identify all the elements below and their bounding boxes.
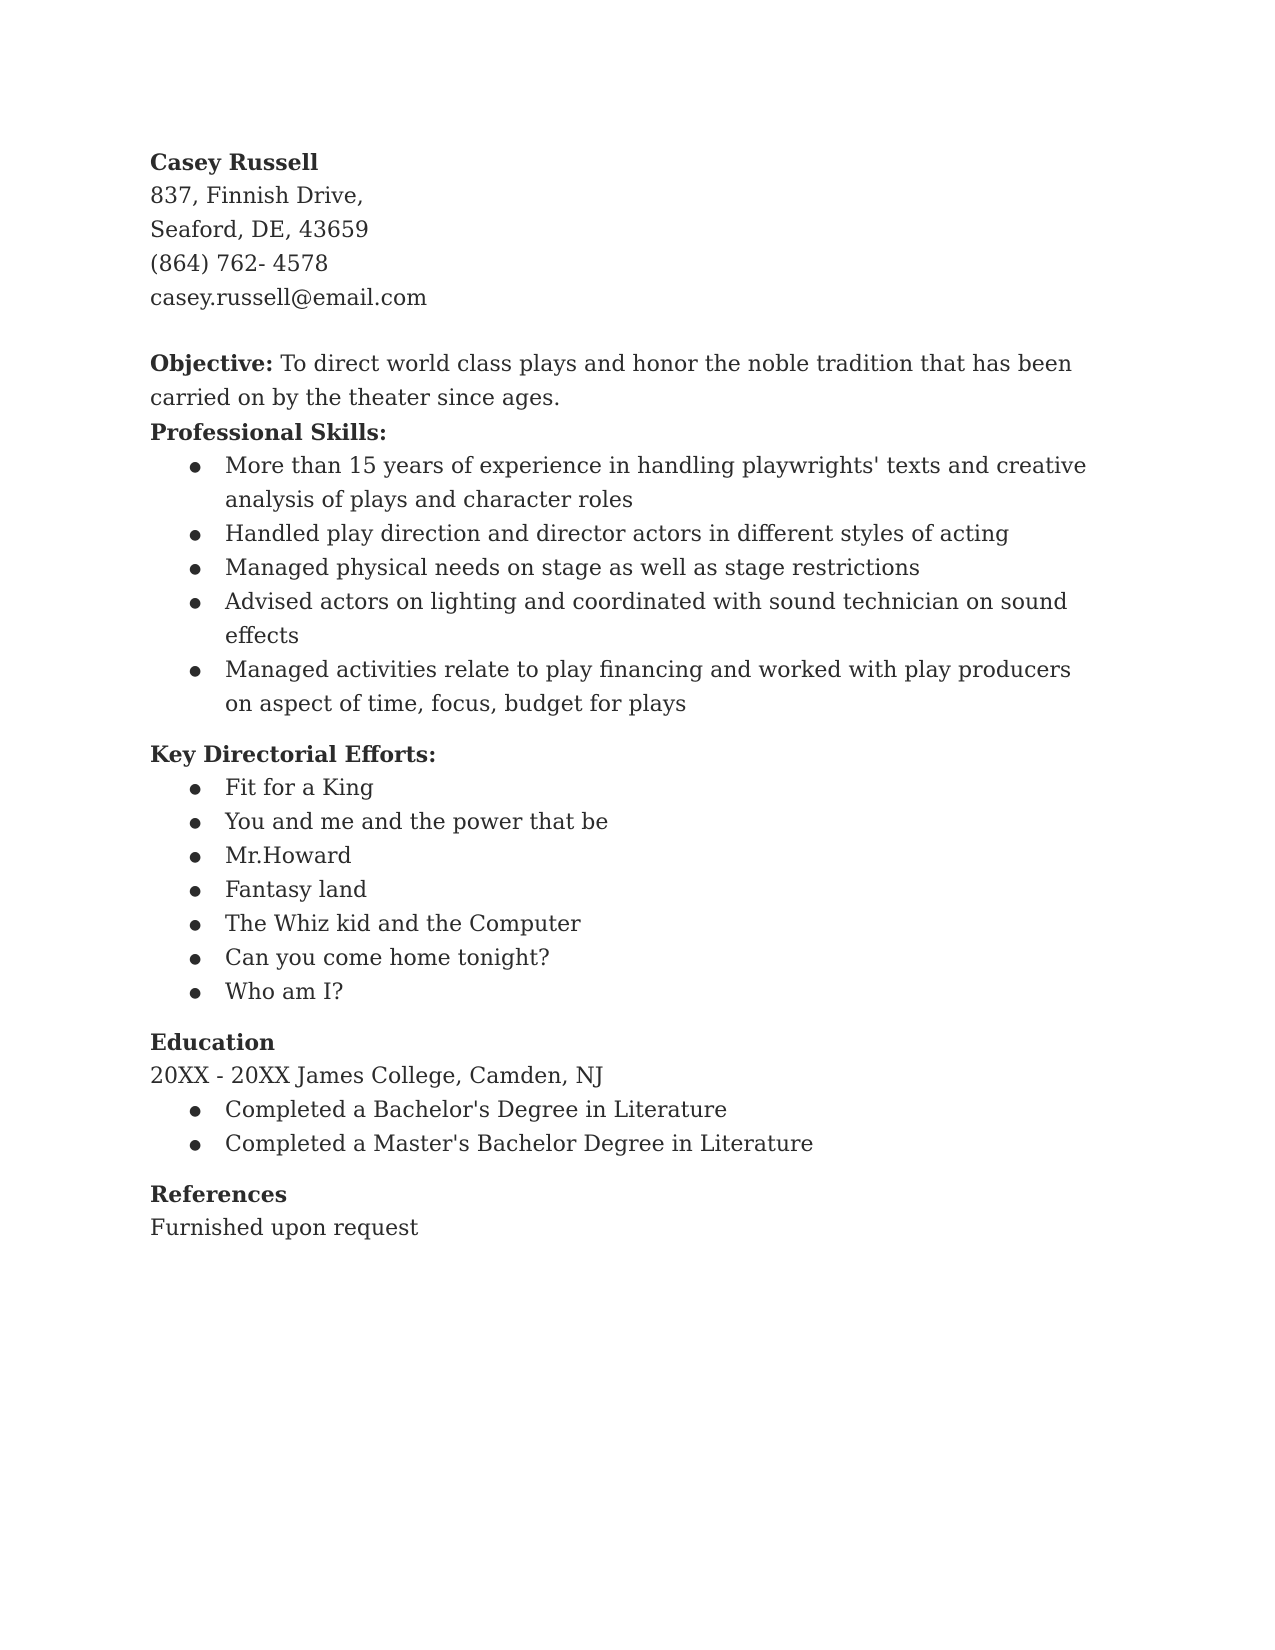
references-text: Furnished upon request — [150, 1216, 419, 1241]
candidate-name: Casey Russell — [150, 150, 319, 176]
list-item: ● Completed a Master's Bachelor Degree in Literature — [150, 1128, 1100, 1162]
bullet-icon: ● — [189, 917, 202, 933]
contact-block — [150, 146, 1100, 316]
list-item: ● Completed a Bachelor's Degree in Literature — [150, 1094, 1100, 1128]
bullet-icon: ● — [189, 527, 202, 543]
bullet-icon: ● — [189, 849, 202, 865]
bullet-icon: ● — [189, 561, 202, 577]
skills-list — [150, 450, 1100, 722]
list-item: ● You and me and the power that be — [150, 806, 1100, 840]
list-item: ● Can you come home tonight? — [150, 942, 1100, 976]
bullet-icon: ● — [189, 781, 202, 797]
bullet-icon: ● — [189, 951, 202, 967]
list-item: ● Managed activities relate to play financing and worked with play producers on aspect of time, focus, budget for plays — [150, 654, 1100, 722]
address-line-2: Seaford, DE, 43659 — [150, 218, 369, 243]
bullet-icon: ● — [189, 1137, 202, 1153]
bullet-icon: ● — [189, 815, 202, 831]
address-line-1: 837, Finnish Drive, — [150, 184, 364, 209]
list-item: ● More than 15 years of experience in handling playwrights' texts and creative analysis of plays and character roles — [150, 450, 1100, 518]
list-item: ● The Whiz kid and the Computer — [150, 908, 1100, 942]
objective-section — [150, 347, 1100, 416]
bullet-icon: ● — [189, 883, 202, 899]
list-item: ● Fit for a King — [150, 772, 1100, 806]
list-item: ● Advised actors on lighting and coordinated with sound technician on sound effects — [150, 586, 1100, 654]
efforts-heading: Key Directorial Efforts: — [150, 742, 437, 768]
resume-document — [150, 146, 1100, 1246]
references-heading: References — [150, 1182, 288, 1208]
skills-section — [150, 416, 1100, 722]
objective-label: Objective: — [150, 351, 274, 377]
skills-heading: Professional Skills: — [150, 420, 388, 446]
education-list — [150, 1094, 1100, 1162]
list-item: ● Managed physical needs on stage as well as stage restrictions — [150, 552, 1100, 586]
education-section — [150, 1026, 1100, 1162]
bullet-icon: ● — [189, 663, 202, 679]
bullet-icon: ● — [189, 459, 202, 475]
efforts-section — [150, 738, 1100, 1010]
bullet-icon: ● — [189, 985, 202, 1001]
education-heading: Education — [150, 1030, 275, 1056]
bullet-icon: ● — [189, 595, 202, 611]
list-item: ● Who am I? — [150, 976, 1100, 1010]
bullet-icon: ● — [189, 1103, 202, 1119]
list-item: ● Mr.Howard — [150, 840, 1100, 874]
list-item: ● Fantasy land — [150, 874, 1100, 908]
list-item: ● Handled play direction and director actors in different styles of acting — [150, 518, 1100, 552]
references-section — [150, 1178, 1100, 1246]
education-line: 20XX - 20XX James College, Camden, NJ — [150, 1064, 604, 1089]
efforts-list — [150, 772, 1100, 1010]
phone-number: (864) 762- 4578 — [150, 252, 329, 277]
email-address: casey.russell@email.com — [150, 286, 428, 311]
objective-text: To direct world class plays and honor the noble tradition that has been carried on by the theater since ages. — [150, 352, 1072, 411]
